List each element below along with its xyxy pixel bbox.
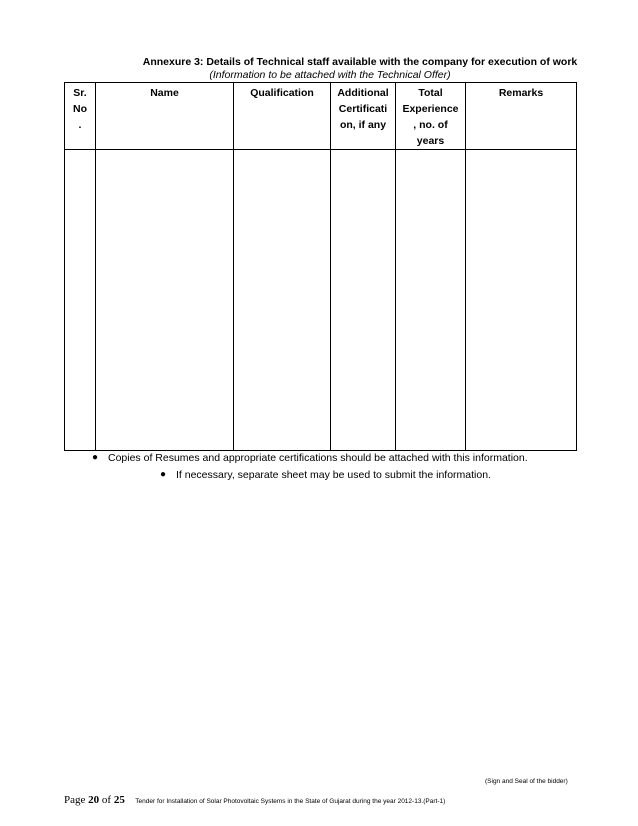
page-of: of xyxy=(101,794,112,806)
note-item: Copies of Resumes and appropriate certifications should be attached with this information. xyxy=(108,452,528,464)
table-cell-name xyxy=(96,150,234,451)
table-cell-qualification xyxy=(234,150,331,451)
header-label: Additional Certificati on, if any xyxy=(337,87,389,131)
tender-description: Tender for Installation of Solar Photovoltaic Systems in the State of Gujarat during the year 2012-13.(Part-1) xyxy=(135,798,446,805)
header-label: Remarks xyxy=(498,87,544,99)
column-header-sr-no xyxy=(65,83,96,150)
table-cell-additional-certification xyxy=(331,150,396,451)
column-header-qualification xyxy=(234,83,331,150)
page-number xyxy=(64,794,125,806)
bullet-icon: ● xyxy=(160,469,167,480)
header-label: Sr. No . xyxy=(73,87,87,131)
table-cell-remarks xyxy=(466,150,577,451)
page-prefix: Page xyxy=(64,794,86,806)
page-total: 25 xyxy=(113,794,125,806)
annexure-title: Annexure 3: Details of Technical staff available with the company for execution of work xyxy=(142,56,578,68)
header-label: Name xyxy=(150,87,179,99)
header-label: Qualification xyxy=(250,87,314,99)
table-cell-total-experience xyxy=(396,150,466,451)
table-cell-sr-no xyxy=(65,150,96,451)
column-header-name xyxy=(96,83,234,150)
header-label: Total Experience , no. of years xyxy=(402,87,459,147)
table-row xyxy=(65,150,577,451)
page-current: 20 xyxy=(88,794,100,806)
annexure-subtitle: (Information to be attached with the Technical Offer) xyxy=(209,69,451,81)
technical-staff-table xyxy=(64,82,577,451)
signature-note: (Sign and Seal of the bidder) xyxy=(485,778,568,785)
column-header-total-experience xyxy=(396,83,466,150)
column-header-remarks xyxy=(466,83,577,150)
note-item: If necessary, separate sheet may be used to submit the information. xyxy=(176,469,491,481)
bullet-icon: ● xyxy=(92,452,99,463)
page-footer xyxy=(64,790,445,808)
column-header-additional-certification xyxy=(331,83,396,150)
table-header-row xyxy=(65,83,577,150)
